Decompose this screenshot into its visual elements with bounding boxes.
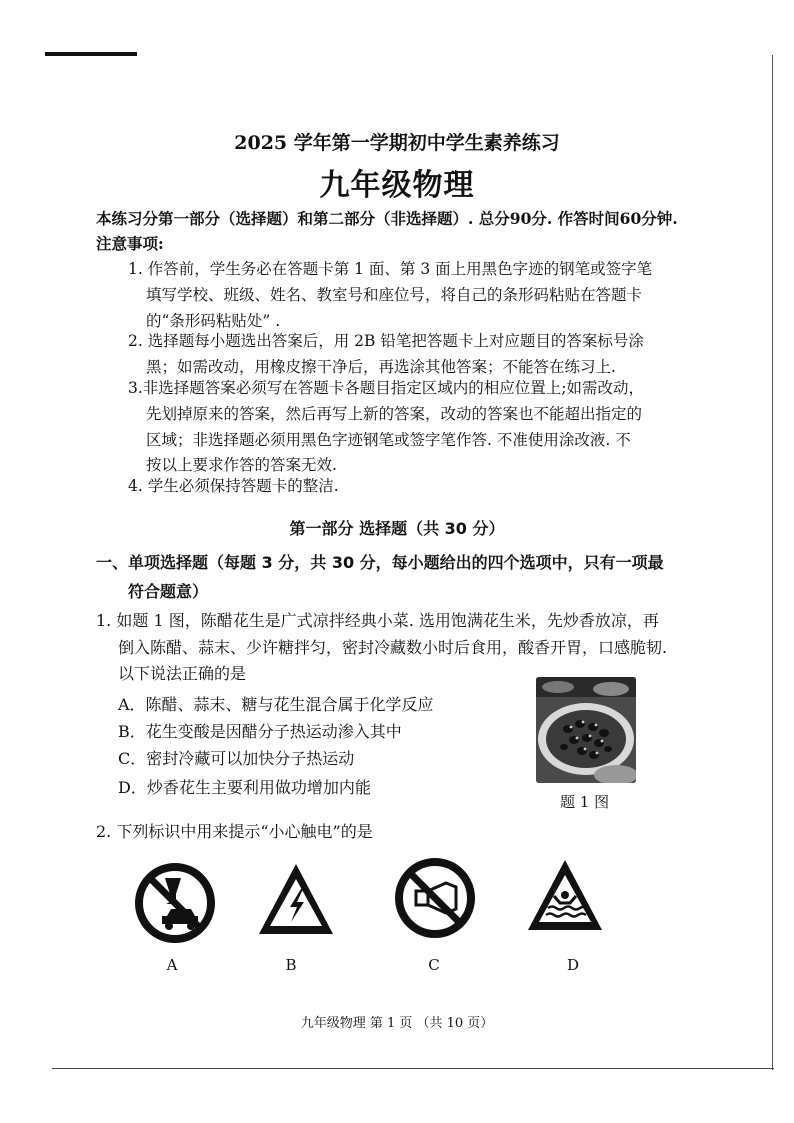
no-drink-driving-sign-icon [134,862,216,944]
notice-line: 填写学校、班级、姓名、教室号和座位号，将自己的条形码粘贴在答题卡 [146,286,643,304]
figure-caption: 题 1 图 [560,793,610,811]
scan-mark-top [45,52,137,56]
no-honking-sign-icon [394,857,476,939]
q1-option-d: D．炒香花生主要利用做功增加内能 [118,778,371,797]
notice-line: 1. 作答前，学生务必在答题卡第 1 面、第 3 面上用黑色字迹的钢笔或签字笔 [128,260,653,278]
page-footer: 九年级物理 第 1 页 （共 10 页） [300,1016,494,1031]
option-label-d: D [566,956,580,974]
notice-line: 先划掉原来的答案，然后再写上新的答案，改动的答案也不能超出指定的 [146,405,643,423]
notice-line: 区域；非选择题必须用黑色字迹钢笔或签字笔作答. 不准使用涂改液. 不 [146,431,631,449]
page-edge-line [772,55,773,1070]
high-voltage-warning-icon [255,860,337,942]
notice-line: 3.非选择题答案必须写在答题卡各题目指定区域内的相应位置上;如需改动， [128,379,645,397]
option-label-b: B [285,956,297,974]
section-heading: 符合题意） [128,582,209,601]
q1-stem: 倒入陈醋、蒜末、少许糖拌匀，密封冷藏数小时后食用，酸香开胃，口感脆韧. [118,638,668,657]
drowning-warning-icon [524,856,606,938]
peanut-dish-photo [536,677,636,783]
q1-option-a: A．陈醋、蒜末、糖与花生混合属于化学反应 [118,695,434,714]
q2-stem: 2. 下列标识中用来提示“小心触电”的是 [96,822,373,841]
page-bottom-line [52,1068,774,1069]
part1-title: 第一部分 选择题（共 30 分） [289,519,505,538]
q1-option-c: C．密封冷藏可以加快分子热运动 [118,749,355,768]
q1-option-b: B．花生变酸是因醋分子热运动渗入其中 [118,722,402,741]
option-label-a: A [166,956,178,974]
notice-line: 黑；如需改动，用橡皮擦干净后，再选涂其他答案；不能答在练习上. [146,358,616,376]
notice-line: 2. 选择题每小题选出答案后，用 2B 铅笔把答题卡上对应题目的答案标号涂 [128,332,644,350]
q1-stem: 以下说法正确的是 [118,664,247,683]
section-heading: 一、单项选择题（每题 3 分，共 30 分，每小题给出的四个选项中，只有一项最 [96,553,664,572]
subject-title: 九年级物理 [319,168,475,203]
exam-title: 2025 学年第一学期初中学生素养练习 [234,132,560,154]
notice-heading: 注意事项: [96,234,164,253]
notice-line: 的“条形码粘贴处” . [146,312,281,330]
exam-intro: 本练习分第一部分（选择题）和第二部分（非选择题）. 总分90分. 作答时间60分钟. [96,209,678,228]
notice-line: 按以上要求作答的答案无效. [146,456,337,474]
q1-stem: 1. 如题 1 图，陈醋花生是广式凉拌经典小菜. 选用饱满花生米，先炒香放凉，再 [96,611,659,630]
notice-line: 4. 学生必须保持答题卡的整洁. [128,477,339,495]
option-label-c: C [428,956,440,974]
